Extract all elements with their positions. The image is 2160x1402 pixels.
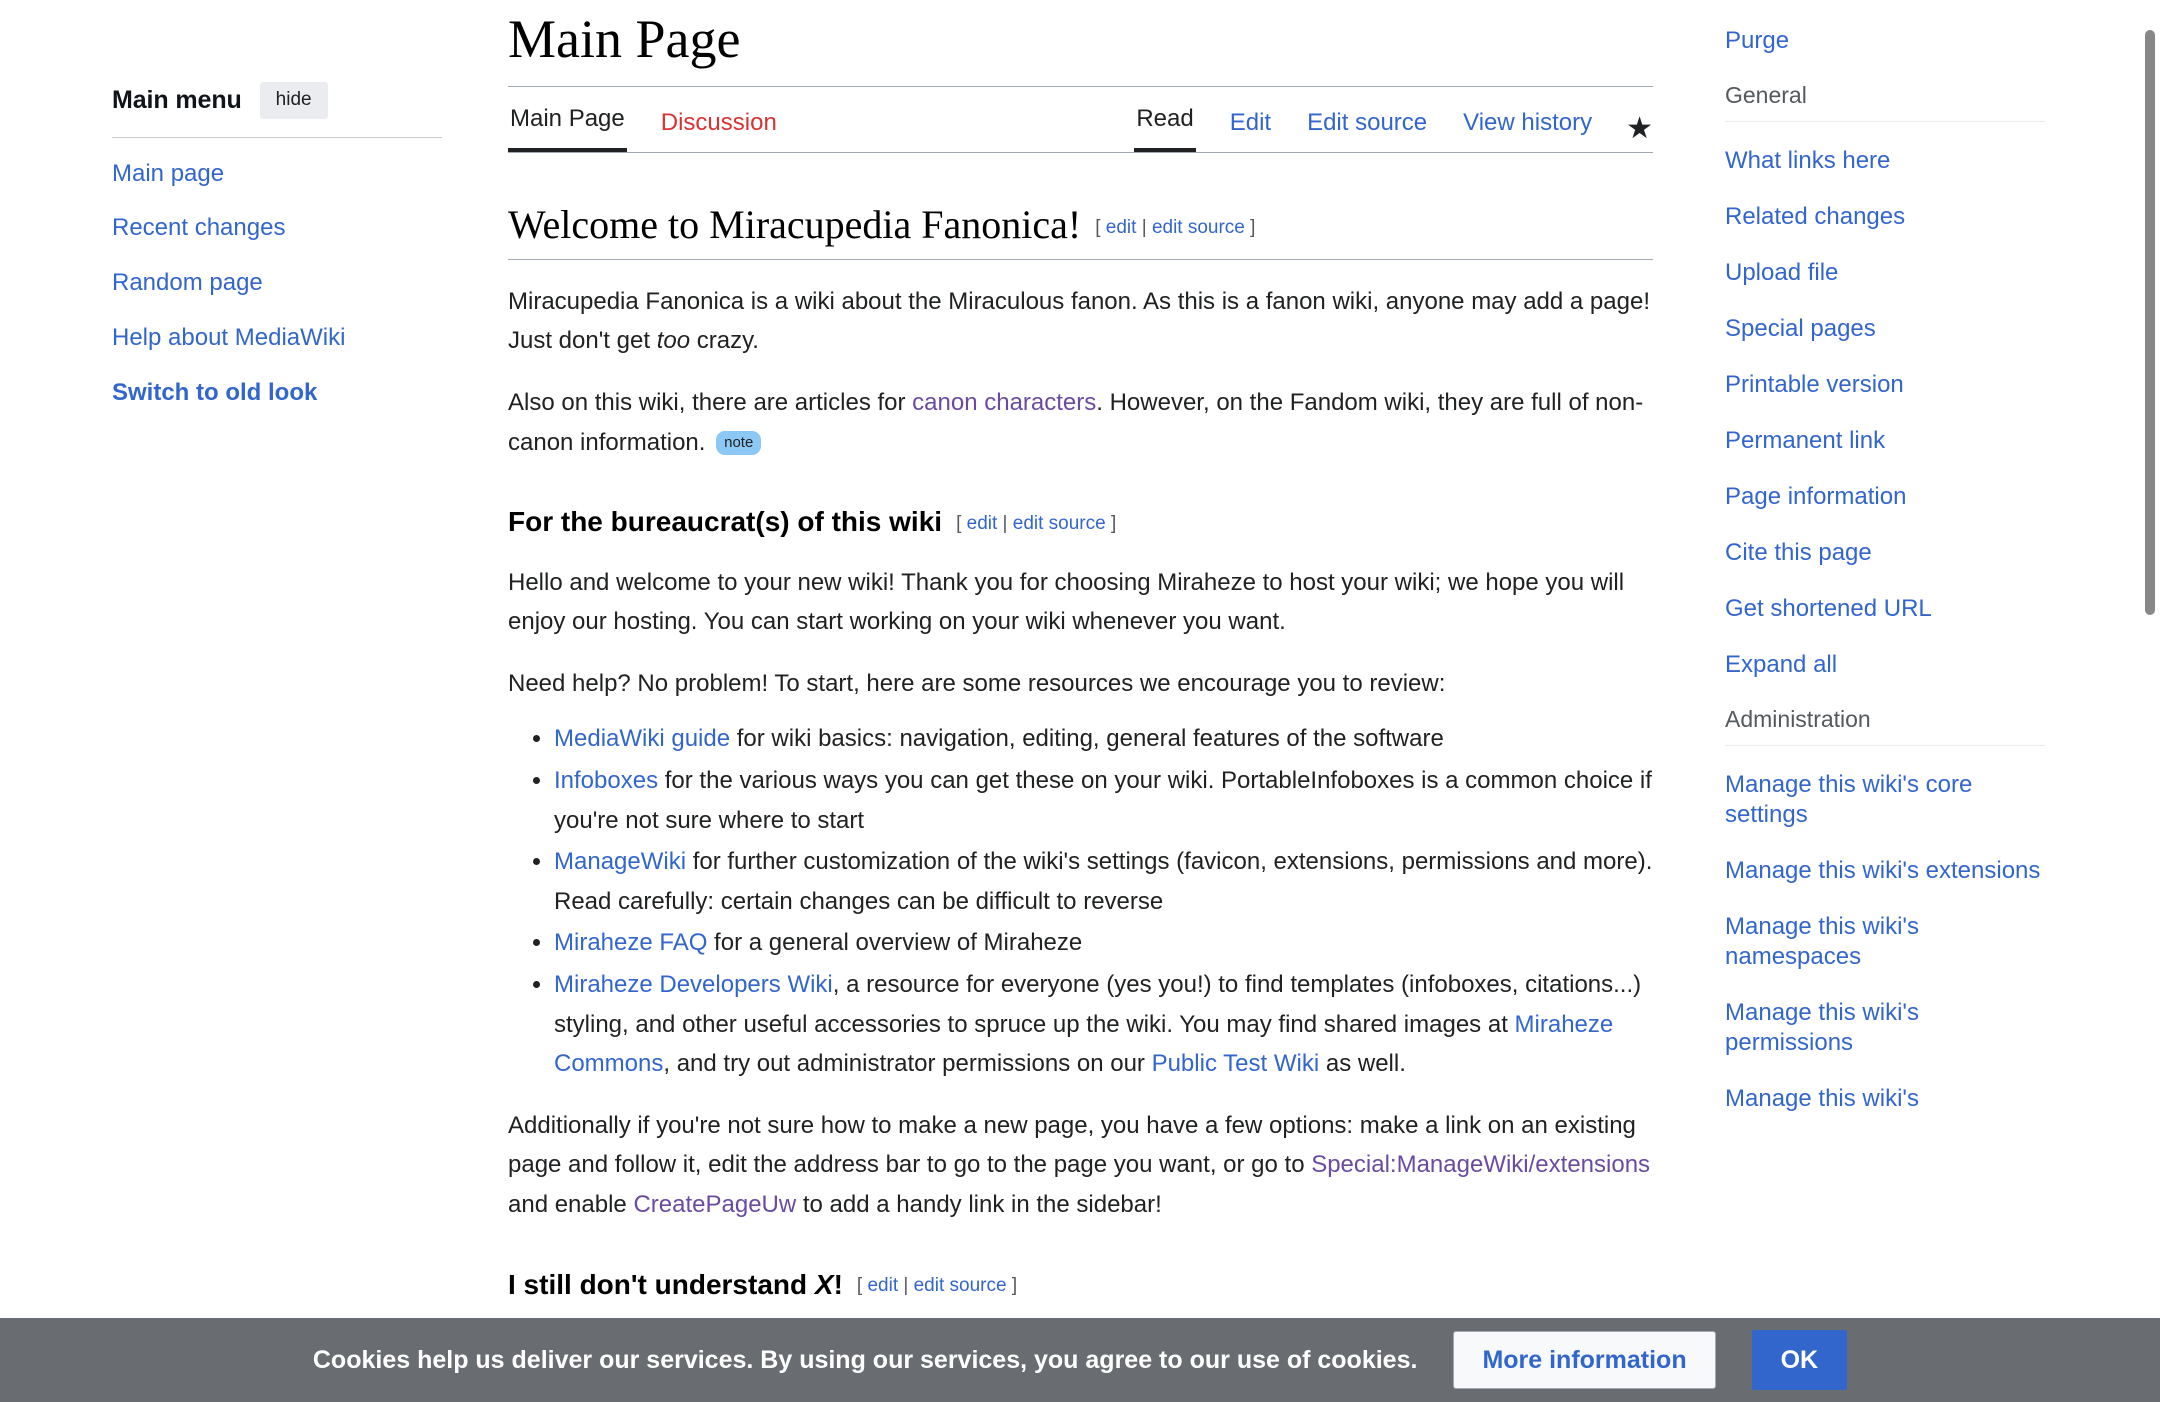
list-item (1725, 856, 2045, 886)
miraheze-commons-link[interactable]: Miraheze Commons (554, 1010, 1614, 1078)
public-test-wiki-link[interactable]: Public Test Wiki (1151, 1050, 1320, 1078)
sidebar-item-help-about-mediawiki[interactable]: Help about MediaWiki (112, 324, 346, 352)
tab-main-page[interactable]: Main Page (508, 101, 627, 152)
editsection-dont-understand (857, 1275, 1017, 1296)
welcome-heading-text: Welcome to Miracupedia Fanonica! (508, 201, 1082, 247)
editsection-divider: | (1141, 217, 1147, 239)
devwiki-mid2-text: , and try out administrator permissions on our (663, 1050, 1152, 1078)
sidebar-item-recent-changes[interactable]: Recent changes (112, 214, 286, 242)
tools-group-general (1725, 146, 2045, 680)
editsection-close-bracket: ] (1250, 217, 1256, 239)
tools-item-what-links-here[interactable]: What links here (1725, 147, 1891, 174)
sidebar-item-random-page[interactable]: Random page (112, 269, 263, 297)
edit-link[interactable]: edit (867, 1274, 899, 1296)
dont-understand-emphasis: X (814, 1268, 834, 1300)
special-managewiki-extensions-link[interactable]: Special:ManageWiki/extensions (1311, 1151, 1651, 1179)
list-item (1725, 202, 2045, 232)
namespace-tabs (508, 101, 779, 152)
edit-source-link[interactable]: edit source (1012, 512, 1106, 534)
list-item (112, 160, 442, 189)
list-item (1725, 998, 2045, 1058)
additionally-mid: and enable (508, 1190, 634, 1218)
list-item (1725, 426, 2045, 456)
list-item (1725, 650, 2045, 680)
list-item (554, 842, 1653, 921)
tools-item-page-information[interactable]: Page information (1725, 483, 1907, 510)
tools-item-special-pages[interactable]: Special pages (1725, 315, 1876, 342)
list-item (1725, 770, 2045, 830)
intro-p2-after: . However, on the Fandom wiki, they are full of non-canon information. (508, 389, 1644, 456)
miraheze-faq-link[interactable]: Miraheze FAQ (554, 929, 708, 957)
note-badge[interactable]: note (716, 431, 761, 455)
tools-item-get-shortened-url[interactable]: Get shortened URL (1725, 595, 1932, 622)
list-item (554, 923, 1653, 963)
tools-sidebar (1725, 0, 2045, 1140)
intro-p1-before: Miracupedia Fanonica is a wiki about the Miraculous fanon. As this is a fanon wiki, anyone may add a page! Just don't get (508, 287, 1650, 355)
tab-discussion[interactable]: Discussion (660, 109, 777, 137)
dont-understand-after: ! (833, 1268, 843, 1300)
cookie-consent-banner (0, 1318, 2160, 1402)
list-item (1725, 482, 2045, 512)
bureaucrat-paragraph-2: Need help? No problem! To start, here are some resources we encourage you to review: (508, 669, 1446, 697)
edit-source-link[interactable]: edit source (913, 1274, 1007, 1296)
hide-main-menu-button[interactable]: hide (260, 82, 328, 119)
devwiki-mid-text: , a resource for everyone (yes you!) to find templates (infoboxes, citations...) styling, and other useful accessories to spruce up the wiki. You may find shared images at (554, 971, 1642, 1038)
tools-item-related-changes[interactable]: Related changes (1725, 203, 1906, 230)
additionally-paragraph (508, 1106, 1653, 1225)
editsection-open-bracket: [ (956, 512, 962, 534)
list-item (112, 214, 442, 243)
tools-item-manage-extensions[interactable]: Manage this wiki's extensions (1725, 857, 2041, 884)
resource-text: for a general overview of Miraheze (707, 929, 1083, 957)
miraheze-developers-wiki-link[interactable]: Miraheze Developers Wiki (554, 971, 833, 998)
tab-edit-source[interactable]: Edit source (1307, 109, 1428, 137)
list-item (1725, 594, 2045, 624)
scrollbar-thumb[interactable] (2145, 30, 2155, 615)
bureaucrat-heading (508, 504, 1653, 540)
managewiki-link[interactable]: ManageWiki (554, 848, 687, 876)
tools-item-printable-version[interactable]: Printable version (1725, 371, 1904, 398)
resource-text: for wiki basics: navigation, editing, general features of the software (730, 725, 1444, 753)
editsection-divider: | (903, 1274, 909, 1296)
infoboxes-link[interactable]: Infoboxes (554, 767, 659, 795)
dont-understand-heading (508, 1267, 1653, 1303)
intro-p1-after: crazy. (690, 327, 759, 355)
main-menu-sidebar (112, 82, 442, 434)
devwiki-end-text: as well. (1319, 1050, 1406, 1078)
bureaucrat-heading-text: For the bureaucrat(s) of this wiki (508, 506, 943, 538)
tools-item-upload-file[interactable]: Upload file (1725, 259, 1839, 286)
page-content (508, 0, 1653, 1303)
main-menu-list (112, 138, 442, 408)
resources-list (508, 719, 1653, 1083)
intro-paragraph-1 (508, 282, 1653, 361)
tools-item-purge[interactable]: Purge (1725, 27, 1790, 54)
editsection-welcome (1095, 217, 1255, 238)
list-item (112, 379, 442, 408)
tools-item-manage-core-settings[interactable]: Manage this wiki's core settings (1725, 771, 1973, 828)
intro-p2-before: Also on this wiki, there are articles for (508, 389, 913, 417)
editsection-divider: | (1002, 512, 1008, 534)
view-tabs (1134, 101, 1653, 152)
edit-link[interactable]: edit (966, 512, 998, 534)
page-scrollbar[interactable] (2138, 0, 2160, 1402)
edit-link[interactable]: edit (1105, 217, 1137, 239)
list-item (1725, 1084, 2045, 1114)
intro-paragraph-2 (508, 383, 1653, 462)
mediawiki-guide-link[interactable]: MediaWiki guide (554, 725, 731, 753)
editsection-close-bracket: ] (1111, 512, 1117, 534)
list-item (1725, 370, 2045, 400)
list-item (112, 324, 442, 353)
list-item (1725, 146, 2045, 176)
tools-group-administration (1725, 770, 2045, 1114)
welcome-heading (508, 201, 1653, 260)
additionally-after: to add a handy link in the sidebar! (796, 1190, 1162, 1218)
tools-item-cite-this-page[interactable]: Cite this page (1725, 539, 1872, 566)
editsection-open-bracket: [ (856, 1274, 863, 1296)
resource-text: for the various ways you can get these on your wiki. PortableInfoboxes is a common choice if you're not sure where to start (554, 767, 1652, 834)
editsection-bureaucrat (956, 513, 1116, 534)
tab-read[interactable]: Read (1134, 101, 1195, 152)
list-item (554, 965, 1653, 1084)
tools-group-label-general: General (1725, 82, 2045, 122)
intro-p1-emphasis: too (656, 327, 691, 355)
list-item (1725, 258, 2045, 288)
tools-item-manage-other[interactable]: Manage this wiki's (1725, 1085, 1919, 1112)
list-item (1725, 538, 2045, 568)
sidebar-item-switch-to-old-look[interactable]: Switch to old look (112, 378, 318, 406)
main-menu-header (112, 82, 442, 138)
main-menu-title: Main menu (112, 85, 242, 114)
list-item (1725, 26, 2045, 56)
watch-star-icon[interactable]: ★ (1626, 111, 1653, 145)
tools-item-manage-namespaces[interactable]: Manage this wiki's namespaces (1725, 913, 1919, 970)
list-item (554, 719, 1653, 759)
more-information-button[interactable]: More information (1453, 1331, 1715, 1389)
list-item (112, 269, 442, 298)
tools-item-expand-all[interactable]: Expand all (1725, 651, 1838, 678)
canon-characters-link[interactable]: canon characters (912, 389, 1097, 417)
editsection-open-bracket: [ (1095, 217, 1101, 239)
page-tabs-bar (508, 101, 1653, 153)
cookie-banner-message: Cookies help us deliver our services. By using our services, you agree to our use of cookies. (312, 1345, 1418, 1374)
sidebar-item-main-page[interactable]: Main page (112, 159, 225, 187)
createpageuw-link[interactable]: CreatePageUw (633, 1190, 797, 1218)
bureaucrat-paragraph-1: Hello and welcome to your new wiki! Thank you for choosing Miraheze to host your wiki; we hope you will enjoy our hosting. You can start working on your wiki whenever you want. (508, 568, 1625, 636)
additionally-before: Additionally if you're not sure how to make a new page, you have a few options: make a link on an existing page and follow it, edit the address bar to go to the page you want, or go to (508, 1111, 1636, 1179)
ok-button[interactable]: OK (1752, 1330, 1848, 1390)
list-item (1725, 314, 2045, 344)
tools-group-label-administration: Administration (1725, 706, 2045, 746)
tools-item-permanent-link[interactable]: Permanent link (1725, 427, 1886, 454)
tools-group-page-actions (1725, 0, 2045, 56)
dont-understand-before: I still don't understand (508, 1268, 815, 1300)
tools-item-manage-permissions[interactable]: Manage this wiki's permissions (1725, 999, 1919, 1056)
tab-edit[interactable]: Edit (1229, 109, 1272, 137)
tab-view-history[interactable]: View history (1463, 109, 1593, 137)
resource-text: for further customization of the wiki's settings (favicon, extensions, permissions and more). Read carefully: certain changes can be difficult to reverse (554, 848, 1653, 915)
list-item (554, 761, 1653, 840)
list-item (1725, 912, 2045, 972)
editsection-close-bracket: ] (1011, 1274, 1018, 1296)
edit-source-link[interactable]: edit source (1151, 217, 1245, 239)
page-title: Main Page (508, 8, 1653, 87)
